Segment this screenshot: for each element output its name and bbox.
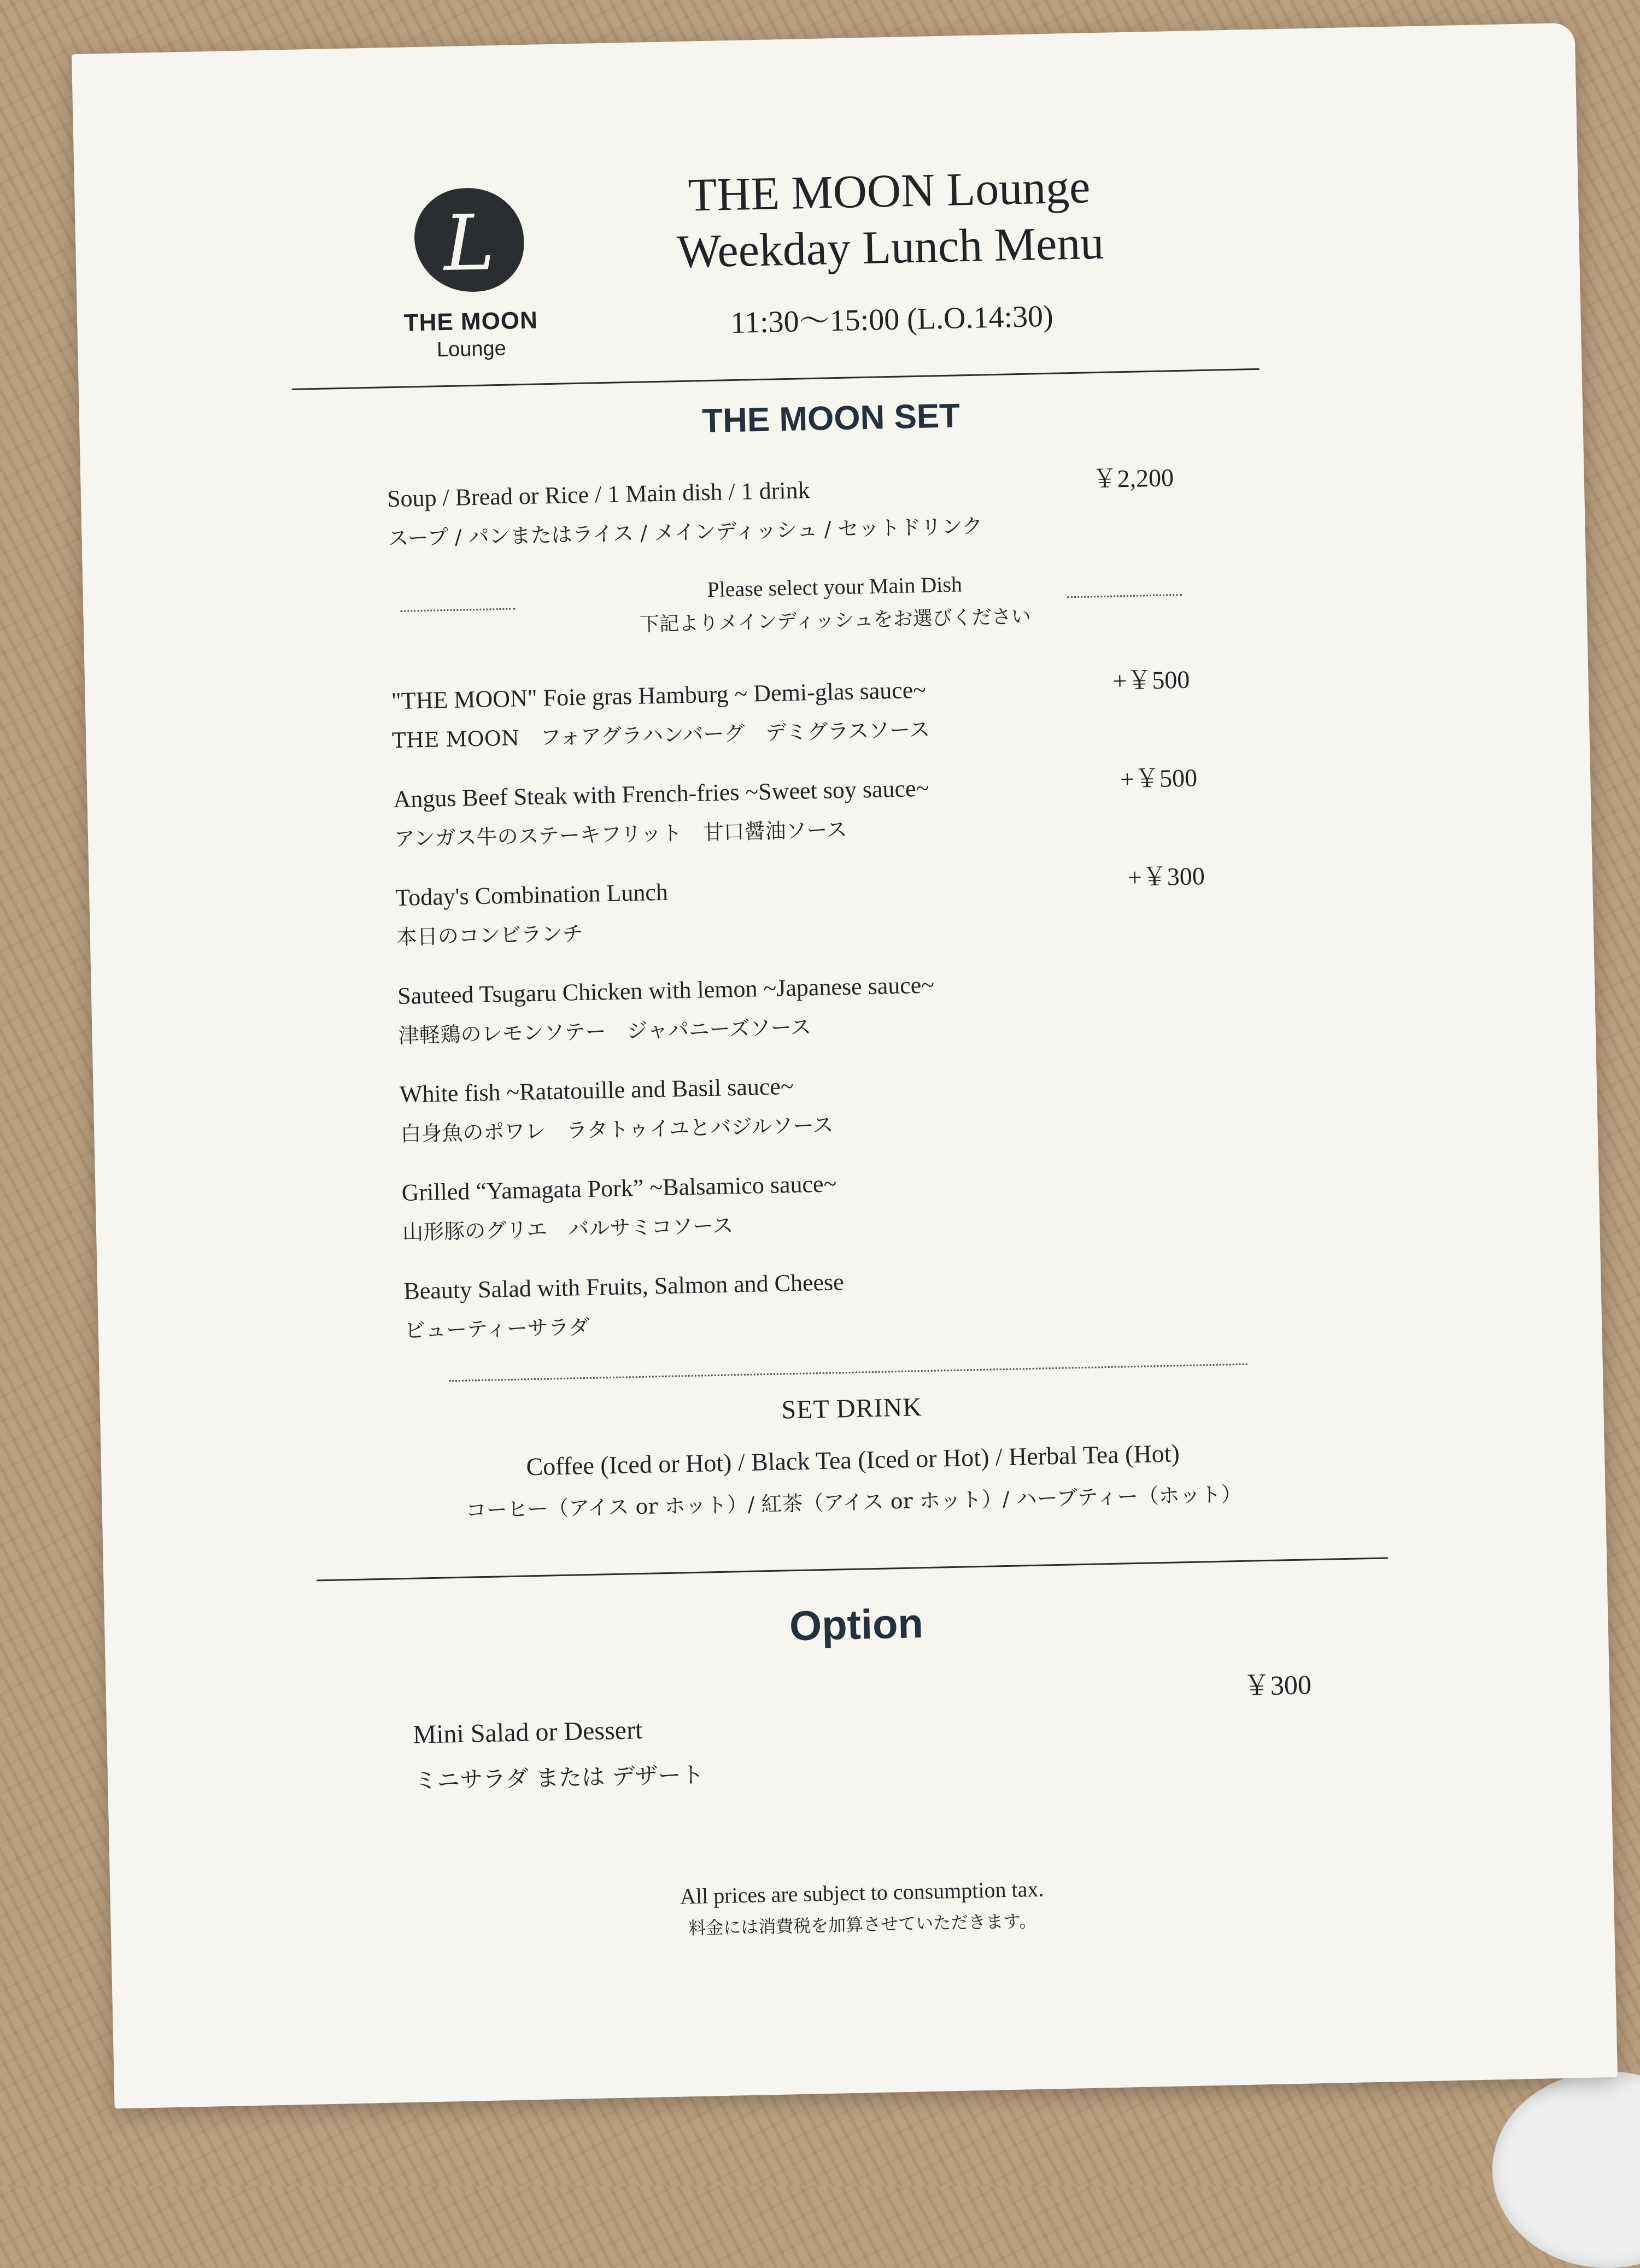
dish-name-ja: ビューティーサラダ <box>404 1314 590 1343</box>
logo-sub: Lounge <box>436 337 507 362</box>
option-name-en: Mini Salad or Dessert <box>412 1715 643 1749</box>
dish-name-ja: アンガス牛のステーキフリット 甘口醤油ソース <box>394 817 848 851</box>
dish-name-en: Sauteed Tsugaru Chicken with lemon ~Japanese sauce~ <box>397 971 935 1010</box>
dish-name-ja: 本日のコンビランチ <box>396 921 584 950</box>
dish-price: +￥500 <box>1112 665 1190 695</box>
tax-note-en: All prices are subject to consumption tax. <box>680 1876 1044 1909</box>
dish-name-ja: 津軽鶏のレモンソテー ジャパニーズソース <box>398 1015 812 1048</box>
logo-letter: L <box>443 198 496 289</box>
drink-line-en: Coffee (Iced or Hot) / Black Tea (Iced or Hot) / Herbal Tea (Hot) <box>525 1439 1180 1481</box>
dish-name-en: Grilled “Yamagata Pork” ~Balsamico sauce~ <box>401 1170 837 1207</box>
drink-heading: SET DRINK <box>781 1392 923 1425</box>
dish-name-en: White fish ~Ratatouille and Basil sauce~ <box>399 1072 794 1108</box>
menu-paper <box>72 23 1618 2109</box>
dish-name-en: Angus Beef Steak with French-fries ~Sweet soy sauce~ <box>393 774 929 813</box>
option-price: ￥300 <box>1243 1669 1312 1701</box>
dish-name-en: Beauty Salad with Fruits, Salmon and Cheese <box>403 1268 845 1305</box>
set-drink-section <box>100 1378 1606 1531</box>
menu-title-line1: THE MOON Lounge <box>687 160 1091 221</box>
menu-title-line2: Weekday Lunch Menu <box>676 216 1105 278</box>
set-description <box>387 466 1317 552</box>
dish-name-en: "THE MOON" Foie gras Hamburg ~ Demi-glas sauce~ <box>391 676 927 715</box>
set-heading: THE MOON SET <box>701 397 960 440</box>
dish-name-en: Today's Combination Lunch <box>395 878 669 912</box>
logo <box>380 186 559 363</box>
option-divider <box>317 1557 1388 1581</box>
option-name-ja: ミニサラダ または デザート <box>413 1761 704 1794</box>
select-en: Please select your Main Dish <box>706 572 963 602</box>
select-instruction <box>83 558 1587 649</box>
dish-item <box>397 963 1328 1049</box>
dish-name-ja: 白身魚のポワレ ラタトゥイユとバジルソース <box>400 1113 834 1147</box>
set-line-en: Soup / Bread or Rice / 1 Main dish / 1 drink <box>386 477 811 513</box>
option-item <box>413 1700 1344 1796</box>
option-heading: Option <box>789 1600 924 1650</box>
dish-item <box>399 1061 1329 1147</box>
menu-header <box>588 156 1193 345</box>
tax-note <box>110 1864 1615 1952</box>
set-price: ￥2,200 <box>1092 463 1174 493</box>
drink-line-ja: コーヒー（アイス or ホット）/ 紅茶（アイス or ホット）/ ハーブティー（ホット） <box>465 1482 1243 1523</box>
dish-name-ja: 山形豚のグリエ バルサミコソース <box>402 1213 734 1244</box>
set-line-ja: スープ / パンまたはライス / メインディッシュ / セットドリンク <box>388 514 983 551</box>
dish-item <box>403 1258 1334 1344</box>
tax-note-ja: 料金には消費税を加算させていただきます。 <box>688 1910 1037 1939</box>
dish-item <box>401 1159 1332 1245</box>
drink-dotline <box>449 1364 1247 1382</box>
dish-name-ja: THE MOON フォアグラハンバーグ デミグラスソース <box>391 717 930 753</box>
opening-hours: 11:30～15:00 (L.O.14:30) <box>730 299 1054 340</box>
dish-price: +￥500 <box>1120 763 1198 794</box>
select-ja: 下記よりメインディッシュをお選びください <box>639 605 1032 636</box>
dish-price: +￥300 <box>1127 862 1205 892</box>
moon-logo-icon <box>413 187 525 293</box>
header-divider <box>292 368 1260 390</box>
logo-name: THE MOON <box>403 307 538 337</box>
